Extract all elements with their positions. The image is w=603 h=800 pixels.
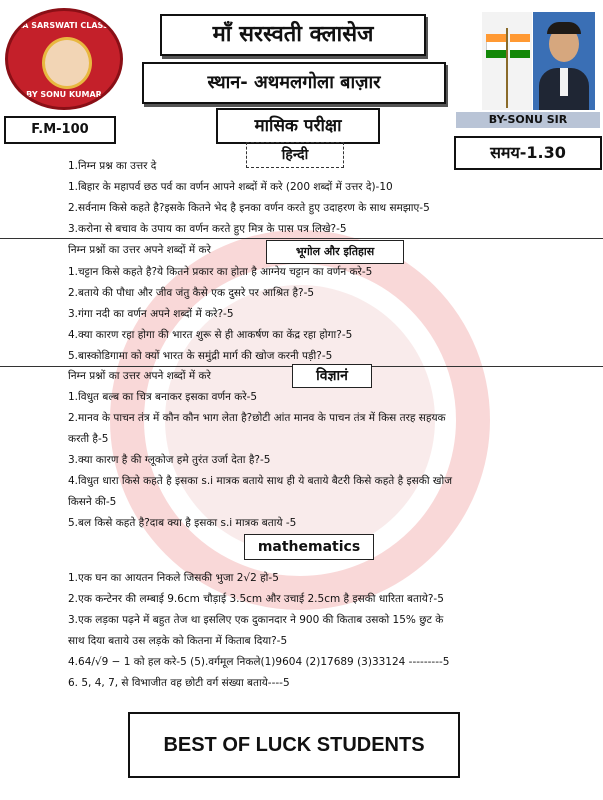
time-box [454, 136, 602, 170]
location-text: स्थान- अथमलगोला बाज़ार [207, 72, 381, 93]
science-q0: 1.विधुत बल्ब का चित्र बनाकर इसका वर्णन करे-5 [68, 391, 258, 403]
science-q3: 3.क्या कारण है की ग्लूकोज हमे तुरंत उर्जा देता है?-5 [68, 454, 271, 466]
math-q3: साथ दिया बताये उस लड़के को कितना में किताब दिया?-5 [68, 635, 288, 647]
author-label: BY-SONU SIR [456, 112, 600, 128]
geo-q4: 5.बास्कोडिगामा को क्यों भारत के समुंद्री मार्ग की खोज करनी पड़ी?-5 [68, 350, 333, 362]
science-q2: करती है-5 [68, 433, 109, 445]
full-marks-box [4, 116, 116, 144]
divider-1 [0, 238, 603, 239]
location-box [142, 62, 446, 104]
exam-name: मासिक परीक्षा [254, 116, 342, 136]
logo-top-text: MAA SARSWATI CLASSES [8, 21, 120, 30]
hindi-q0: 1.निम्न प्रश्न का उत्तर दे [68, 160, 157, 172]
science-heading: विज्ञानं [292, 364, 372, 388]
geo-q3: 4.क्या कारण रहा होगा की भारत शुरू से ही आकर्षण का केंद्र रहा होगा?-5 [68, 329, 353, 341]
geo-intro: निम्न प्रश्नों का उत्तर अपने शब्दों में करे [68, 244, 211, 256]
teacher-photo [533, 12, 595, 110]
science-intro: निम्न प्रश्नों का उत्तर अपने शब्दों में करे [68, 370, 211, 382]
title-box [160, 14, 426, 56]
time-text: समय-1.30 [490, 143, 566, 162]
footer-text: BEST OF LUCK STUDENTS [163, 734, 425, 756]
geo-q0: 1.चट्टान किसे कहते है?ये कितने प्रकार का होता है आग्नेय चट्टान का वर्णन करे-5 [68, 266, 373, 278]
science-q6: 5.बल किसे कहते है?दाब क्या है इसका s.i मात्रक बताये -5 [68, 517, 297, 529]
exam-box [216, 108, 380, 144]
logo-bottom-text: BY SONU KUMAR [26, 90, 102, 99]
hindi-heading: हिन्दी [246, 142, 344, 168]
footer-box [128, 712, 460, 778]
geo-q2: 3.गंगा नदी का वर्णन अपने शब्दों में करे?-5 [68, 308, 234, 320]
logo-goddess-image [42, 37, 92, 89]
math-q4: 4.64/√9 − 1 को हल करे-5 (5).वर्गमूल निकले(1)9604 (2)17689 (3)33124 ---------5 [68, 656, 450, 668]
science-q5: किसने की-5 [68, 496, 117, 508]
math-heading: mathematics [244, 534, 374, 560]
math-q1: 2.एक कन्टेनर की लम्बाई 9.6cm चौड़ाई 3.5cm और उचाई 2.5cm है इसकी धारिता बताये?-5 [68, 593, 444, 605]
math-q2: 3.एक लड़का पढ़ने में बहुत तेज था इसलिए एक दुकानदार ने 900 की किताब उसको 15% छुट के [68, 614, 444, 626]
math-q0: 1.एक घन का आयतन निकले जिसकी भुजा 2√2 हो-5 [68, 572, 279, 584]
science-q4: 4.विधुत धारा किसे कहते है इसका s.i मात्रक बताये साथ ही ये बताये बैटरी किसे कहते है इसकी खोज [68, 475, 452, 487]
page-title: माँ सरस्वती क्लासेज [212, 22, 374, 47]
geo-q1: 2.बताये की पौधा और जीव जंतु कैसे एक दुसरे पर आश्रित है?-5 [68, 287, 315, 299]
geo-heading: भूगोल और इतिहास [266, 240, 404, 264]
hindi-q3: 3.करोना से बचाव के उपाय का वर्णन करते हुए मित्र के पास पत्र लिखे?-5 [68, 223, 347, 235]
full-marks: F.M-100 [31, 122, 89, 137]
flags-image [482, 12, 532, 110]
logo-seal [5, 8, 123, 110]
science-q1: 2.मानव के पाचन तंत्र में कौन कौन भाग लेता है?छोटी आंत मानव के पाचन तंत्र में किस तरह सहयक [68, 412, 446, 424]
math-q5: 6. 5, 4, 7, से विभाजीत वह छोटी वर्ग संख्या बताये----5 [68, 677, 290, 689]
hindi-q1: 1.बिहार के महापर्व छठ पर्व का वर्णन आपने शब्दों में करे (200 शब्दों में उत्तर दे)-10 [68, 181, 393, 193]
hindi-q2: 2.सर्वनाम किसे कहते है?इसके कितने भेद है इनका वर्णन करते हुए उदाहरण के साथ समझाए-5 [68, 202, 430, 214]
